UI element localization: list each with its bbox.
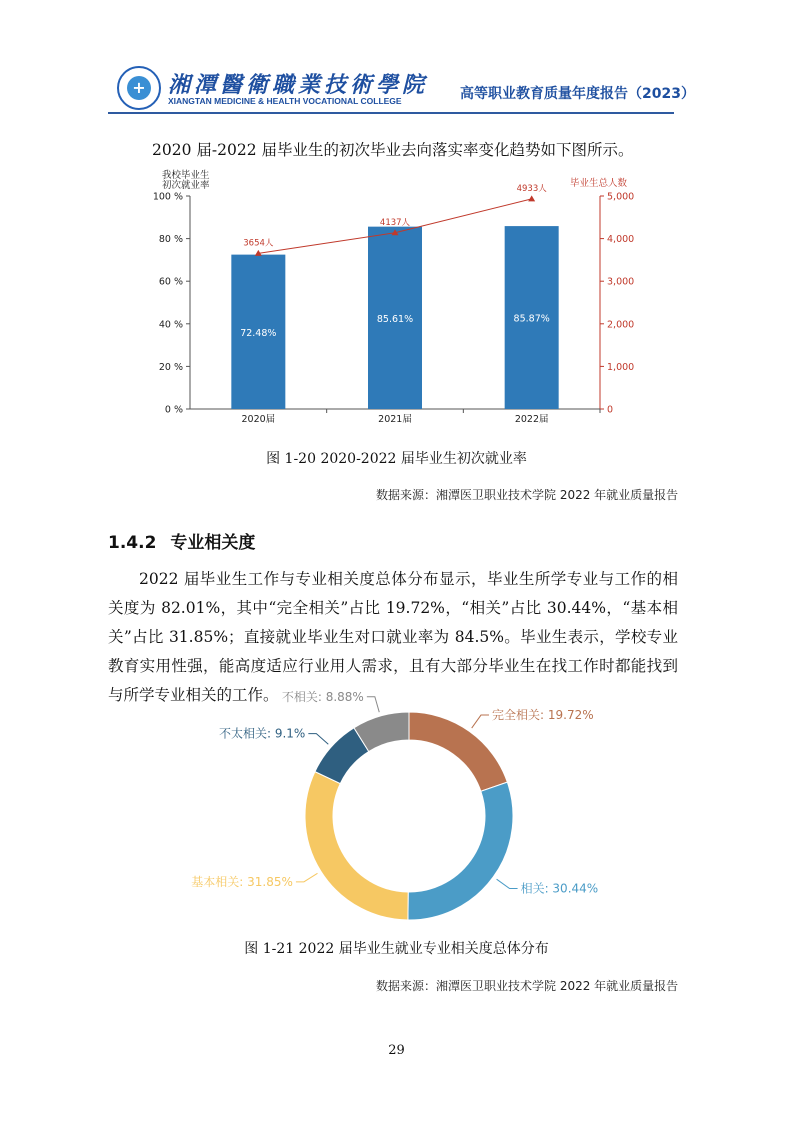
donut-slice-label: 基本相关: 31.85% [191, 874, 293, 889]
left-tick-label: 0 % [164, 404, 183, 416]
bar-value-label: 85.87% [513, 313, 550, 325]
employment-rate-chart [140, 168, 660, 438]
relevance-donut-chart [180, 688, 620, 928]
figure1-source: 数据来源：湘潭医卫职业技术学院 2022 年就业质量报告 [376, 488, 679, 502]
donut-leader-line [472, 715, 489, 728]
right-axis-title: 毕业生总人数 [570, 178, 628, 189]
school-name-en: XIANGTAN MEDICINE & HEALTH VOCATIONAL COLLEGE [168, 96, 402, 106]
donut-slice-label: 不相关: 8.88% [281, 689, 364, 704]
section-title: 专业相关度 [170, 533, 256, 553]
donut-slice-label: 完全相关: 19.72% [492, 708, 594, 723]
donut-leader-line [367, 697, 379, 712]
section-number: 1.4.2 [108, 533, 157, 553]
left-tick-label: 60 % [158, 276, 183, 288]
figure1-caption: 图 1-20 2020-2022 届毕业生初次就业率 [266, 451, 527, 467]
donut-slices [305, 712, 513, 920]
donut-slice [409, 712, 507, 791]
donut-slice-label: 不太相关: 9.1% [218, 726, 306, 741]
line-value-label: 4933人 [516, 183, 547, 194]
left-tick-label: 100 % [152, 191, 183, 203]
right-tick-label: 5,000 [607, 191, 635, 203]
left-axis-title-line1: 我校毕业生 [162, 170, 210, 181]
right-tick-label: 0 [607, 404, 614, 416]
logo-cross-icon: + [132, 78, 146, 97]
bar-value-label: 72.48% [240, 327, 277, 339]
line-value-label: 3654人 [243, 238, 274, 249]
line-value-label: 4137人 [379, 217, 411, 228]
figure2-source: 数据来源：湘潭医卫职业技术学院 2022 年就业质量报告 [376, 979, 679, 993]
right-tick-label: 2,000 [607, 319, 635, 331]
bar-value-label: 85.61% [376, 313, 414, 325]
x-tick-label: 2022届 [514, 414, 549, 425]
donut-slice [305, 772, 408, 920]
section-heading [108, 528, 255, 553]
donut-slice [408, 782, 513, 920]
right-tick-label: 1,000 [607, 361, 635, 373]
donut-leader-line [497, 879, 518, 888]
donut-leader-line [296, 873, 318, 881]
report-title: 高等职业教育质量年度报告（2023） [460, 86, 695, 102]
donut-leader-line [308, 734, 328, 745]
line-point [528, 195, 535, 201]
x-tick-label: 2020届 [241, 414, 276, 425]
left-tick-label: 20 % [158, 361, 183, 373]
page-number: 29 [388, 1043, 405, 1058]
right-tick-label: 3,000 [607, 276, 635, 288]
intro-text: 2020 届-2022 届毕业生的初次毕业去向落实率变化趋势如下图所示。 [152, 141, 634, 159]
x-tick-label: 2021届 [378, 414, 412, 425]
section-paragraph: 2022 届毕业生工作与专业相关度总体分布显示，毕业生所学专业与工作的相关度为 82.01%，其中“完全相关”占比 19.72%，“相关”占比 30.44%，“基本相关”占比 31.85%；直接就业毕业生对口就业率为 84.5%。毕业生表示，学校专业教育实用性强，能高度适应行业用人需求，且有大部分毕业生在找工作时都能找到与所学专业相关的工作。 [108, 570, 678, 704]
school-name-cn: 湘潭醫衛職業技術學院 [168, 72, 429, 98]
right-tick-label: 4,000 [607, 234, 635, 246]
left-tick-label: 40 % [158, 319, 183, 331]
figure2-caption: 图 1-21 2022 届毕业生就业专业相关度总体分布 [244, 941, 549, 957]
left-tick-label: 80 % [158, 234, 183, 246]
header-rule [108, 112, 674, 114]
left-axis-title-line2: 初次就业率 [162, 180, 210, 191]
donut-slice-label: 相关: 30.44% [520, 881, 599, 896]
